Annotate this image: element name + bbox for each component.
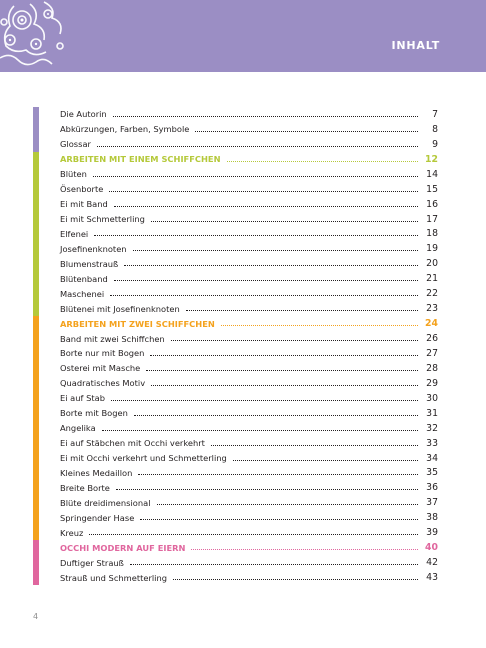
toc-entry bbox=[60, 152, 438, 167]
toc-section-title: ARBEITEN MIT EINEM SCHIFFCHEN bbox=[60, 154, 221, 165]
section-color-bar bbox=[33, 212, 39, 227]
toc-entry bbox=[60, 570, 438, 585]
toc-entry-title: Blumenstrauß bbox=[60, 258, 119, 269]
toc-entry-title: Die Autorin bbox=[60, 109, 107, 120]
toc-page-number: 8 bbox=[432, 123, 438, 135]
toc-entry bbox=[60, 301, 438, 316]
section-color-bar bbox=[33, 316, 39, 331]
dot-leader bbox=[221, 325, 418, 326]
toc-row bbox=[0, 197, 486, 212]
page-number: 4 bbox=[33, 612, 39, 621]
toc-row bbox=[0, 301, 486, 316]
toc-entry-title: Kreuz bbox=[60, 527, 84, 538]
dot-leader bbox=[171, 340, 418, 341]
toc-entry-title: Maschenei bbox=[60, 288, 105, 299]
section-color-bar bbox=[33, 301, 39, 316]
toc-page-number: 16 bbox=[426, 198, 438, 210]
section-color-bar bbox=[33, 152, 39, 167]
toc-entry bbox=[60, 212, 438, 227]
toc-page-number: 32 bbox=[426, 422, 438, 434]
toc-page-number: 26 bbox=[426, 333, 438, 345]
dot-leader bbox=[186, 310, 418, 311]
toc-page-number: 21 bbox=[426, 273, 438, 285]
toc-entry bbox=[60, 391, 438, 406]
section-color-bar bbox=[33, 256, 39, 271]
toc-entry-title: Breite Borte bbox=[60, 482, 110, 493]
toc-row bbox=[0, 391, 486, 406]
section-color-bar bbox=[33, 451, 39, 466]
toc-entry bbox=[60, 436, 438, 451]
toc-entry bbox=[60, 241, 438, 256]
section-color-bar bbox=[33, 421, 39, 436]
toc-entry bbox=[60, 525, 438, 540]
toc-entry-title: Duftiger Strauß bbox=[60, 557, 124, 568]
toc-row bbox=[0, 331, 486, 346]
toc-entry bbox=[60, 495, 438, 510]
toc-entry bbox=[60, 510, 438, 525]
toc-page-number: 9 bbox=[432, 138, 438, 150]
dot-leader bbox=[94, 235, 418, 236]
toc-page-number: 29 bbox=[426, 377, 438, 389]
dot-leader bbox=[138, 474, 418, 475]
section-color-bar bbox=[33, 510, 39, 525]
dot-leader bbox=[191, 549, 418, 550]
toc-page-number: 28 bbox=[426, 362, 438, 374]
toc-row bbox=[0, 167, 486, 182]
dot-leader bbox=[134, 415, 418, 416]
toc-entry bbox=[60, 182, 438, 197]
toc-entry bbox=[60, 451, 438, 466]
dot-leader bbox=[114, 280, 418, 281]
dot-leader bbox=[93, 176, 418, 177]
section-color-bar bbox=[33, 227, 39, 242]
toc-entry bbox=[60, 480, 438, 495]
toc-entry-title: Blütenband bbox=[60, 273, 108, 284]
dot-leader bbox=[114, 206, 418, 207]
dot-leader bbox=[211, 445, 418, 446]
toc-page-number: 34 bbox=[426, 452, 438, 464]
section-color-bar bbox=[33, 122, 39, 137]
section-color-bar bbox=[33, 346, 39, 361]
toc-entry-title: Blüten bbox=[60, 169, 87, 180]
toc-page-number: 15 bbox=[426, 183, 438, 195]
dot-leader bbox=[110, 295, 418, 296]
toc-page-number: 20 bbox=[426, 258, 438, 270]
section-color-bar bbox=[33, 480, 39, 495]
toc-row bbox=[0, 376, 486, 391]
toc-page-number: 24 bbox=[425, 318, 438, 330]
toc-entry bbox=[60, 122, 438, 137]
dot-leader bbox=[151, 385, 418, 386]
toc-section-title: OCCHI MODERN AUF EIERN bbox=[60, 542, 186, 553]
toc-row bbox=[0, 570, 486, 585]
toc-entry-title: Band mit zwei Schiffchen bbox=[60, 333, 165, 344]
toc-entry-title: Ei mit Occhi verkehrt und Schmetterling bbox=[60, 453, 227, 464]
toc-entry-title: Borte mit Bogen bbox=[60, 408, 128, 419]
dot-leader bbox=[150, 355, 418, 356]
dot-leader bbox=[140, 519, 418, 520]
dot-leader bbox=[113, 116, 418, 117]
toc-entry bbox=[60, 286, 438, 301]
section-color-bar bbox=[33, 167, 39, 182]
toc-row bbox=[0, 346, 486, 361]
header-band bbox=[0, 0, 486, 72]
toc-entry-title: Blütenei mit Josefinenknoten bbox=[60, 303, 180, 314]
section-color-bar bbox=[33, 406, 39, 421]
toc-page-number: 19 bbox=[426, 243, 438, 255]
toc-entry-title: Kleines Medaillon bbox=[60, 467, 133, 478]
toc-entry bbox=[60, 107, 438, 122]
section-color-bar bbox=[33, 107, 39, 122]
toc-entry-title: Borte nur mit Bogen bbox=[60, 348, 145, 359]
section-color-bar bbox=[33, 197, 39, 212]
dot-leader bbox=[173, 579, 418, 580]
page-title: INHALT bbox=[391, 39, 440, 52]
toc-entry bbox=[60, 331, 438, 346]
toc-row bbox=[0, 466, 486, 481]
toc-section-row bbox=[0, 152, 486, 167]
toc-entry-title: Abkürzungen, Farben, Symbole bbox=[60, 124, 190, 135]
dot-leader bbox=[97, 146, 418, 147]
toc-page-number: 18 bbox=[426, 228, 438, 240]
toc-entry bbox=[60, 167, 438, 182]
toc-row bbox=[0, 286, 486, 301]
dot-leader bbox=[195, 131, 418, 132]
toc-entry-title: Osterei mit Masche bbox=[60, 363, 141, 374]
toc-row bbox=[0, 137, 486, 152]
toc-row bbox=[0, 122, 486, 137]
toc-page-number: 30 bbox=[426, 392, 438, 404]
dot-leader bbox=[111, 400, 418, 401]
toc-entry bbox=[60, 197, 438, 212]
toc-page-number: 23 bbox=[426, 303, 438, 315]
section-color-bar bbox=[33, 525, 39, 540]
section-color-bar bbox=[33, 361, 39, 376]
toc-row bbox=[0, 555, 486, 570]
section-color-bar bbox=[33, 241, 39, 256]
toc-row bbox=[0, 256, 486, 271]
toc-page-number: 42 bbox=[426, 557, 438, 569]
toc-entry bbox=[60, 361, 438, 376]
dot-leader bbox=[133, 250, 418, 251]
toc-row bbox=[0, 436, 486, 451]
dot-leader bbox=[124, 265, 418, 266]
toc-page-number: 31 bbox=[426, 407, 438, 419]
toc-page-number: 36 bbox=[426, 482, 438, 494]
dot-leader bbox=[146, 370, 418, 371]
toc-section-row bbox=[0, 316, 486, 331]
toc-row bbox=[0, 525, 486, 540]
toc-page-number: 37 bbox=[426, 497, 438, 509]
toc-entry bbox=[60, 271, 438, 286]
section-color-bar bbox=[33, 466, 39, 481]
toc-entry bbox=[60, 376, 438, 391]
toc-page-number: 35 bbox=[426, 467, 438, 479]
toc-entry-title: Strauß und Schmetterling bbox=[60, 572, 167, 583]
toc-row bbox=[0, 361, 486, 376]
toc-row bbox=[0, 421, 486, 436]
toc-entry-title: Josefinenknoten bbox=[60, 243, 127, 254]
toc-page-number: 39 bbox=[426, 527, 438, 539]
toc-entry bbox=[60, 346, 438, 361]
section-color-bar bbox=[33, 331, 39, 346]
toc-page-number: 7 bbox=[432, 108, 438, 120]
toc-entry bbox=[60, 406, 438, 421]
toc-row bbox=[0, 182, 486, 197]
toc-row bbox=[0, 406, 486, 421]
toc-entry-title: Ei auf Stab bbox=[60, 393, 105, 404]
toc-entry bbox=[60, 421, 438, 436]
toc-entry-title: Angelika bbox=[60, 423, 96, 434]
toc-entry bbox=[60, 555, 438, 570]
section-color-bar bbox=[33, 570, 39, 585]
toc-page-number: 40 bbox=[425, 542, 438, 554]
toc-page-number: 12 bbox=[425, 153, 438, 165]
toc-page-number: 38 bbox=[426, 512, 438, 524]
toc-row bbox=[0, 451, 486, 466]
dot-leader bbox=[130, 564, 418, 565]
lace-ornament-icon bbox=[0, 0, 90, 72]
dot-leader bbox=[102, 430, 418, 431]
section-color-bar bbox=[33, 271, 39, 286]
toc-row bbox=[0, 480, 486, 495]
toc-row bbox=[0, 495, 486, 510]
toc-section-title: ARBEITEN MIT ZWEI SCHIFFCHEN bbox=[60, 318, 215, 329]
toc-entry-title: Elfenei bbox=[60, 228, 89, 239]
toc-entry bbox=[60, 540, 438, 555]
table-of-contents bbox=[0, 107, 486, 585]
section-color-bar bbox=[33, 137, 39, 152]
toc-entry-title: Springender Hase bbox=[60, 512, 135, 523]
section-color-bar bbox=[33, 376, 39, 391]
toc-entry-title: Ei auf Stäbchen mit Occhi verkehrt bbox=[60, 438, 205, 449]
toc-entry bbox=[60, 256, 438, 271]
toc-section-row bbox=[0, 540, 486, 555]
toc-page-number: 33 bbox=[426, 437, 438, 449]
section-color-bar bbox=[33, 391, 39, 406]
toc-row bbox=[0, 241, 486, 256]
toc-entry bbox=[60, 227, 438, 242]
section-color-bar bbox=[33, 555, 39, 570]
dot-leader bbox=[109, 191, 418, 192]
toc-entry-title: Quadratisches Motiv bbox=[60, 378, 146, 389]
toc-row bbox=[0, 212, 486, 227]
dot-leader bbox=[227, 161, 418, 162]
dot-leader bbox=[116, 489, 418, 490]
section-color-bar bbox=[33, 495, 39, 510]
toc-row bbox=[0, 107, 486, 122]
toc-page-number: 14 bbox=[426, 168, 438, 180]
toc-page-number: 43 bbox=[426, 572, 438, 584]
toc-entry-title: Ei mit Band bbox=[60, 199, 108, 210]
toc-page-number: 17 bbox=[426, 213, 438, 225]
section-color-bar bbox=[33, 286, 39, 301]
dot-leader bbox=[233, 460, 418, 461]
dot-leader bbox=[151, 221, 418, 222]
dot-leader bbox=[89, 534, 418, 535]
section-color-bar bbox=[33, 436, 39, 451]
toc-entry bbox=[60, 466, 438, 481]
toc-entry bbox=[60, 137, 438, 152]
toc-row bbox=[0, 271, 486, 286]
toc-row bbox=[0, 227, 486, 242]
toc-entry-title: Ösenborte bbox=[60, 184, 104, 195]
toc-entry-title: Blüte dreidimensional bbox=[60, 497, 151, 508]
section-color-bar bbox=[33, 540, 39, 555]
toc-page-number: 22 bbox=[426, 288, 438, 300]
toc-entry-title: Glossar bbox=[60, 139, 91, 150]
section-color-bar bbox=[33, 182, 39, 197]
toc-entry-title: Ei mit Schmetterling bbox=[60, 214, 145, 225]
dot-leader bbox=[157, 504, 418, 505]
toc-row bbox=[0, 510, 486, 525]
toc-page-number: 27 bbox=[426, 347, 438, 359]
toc-entry bbox=[60, 316, 438, 331]
